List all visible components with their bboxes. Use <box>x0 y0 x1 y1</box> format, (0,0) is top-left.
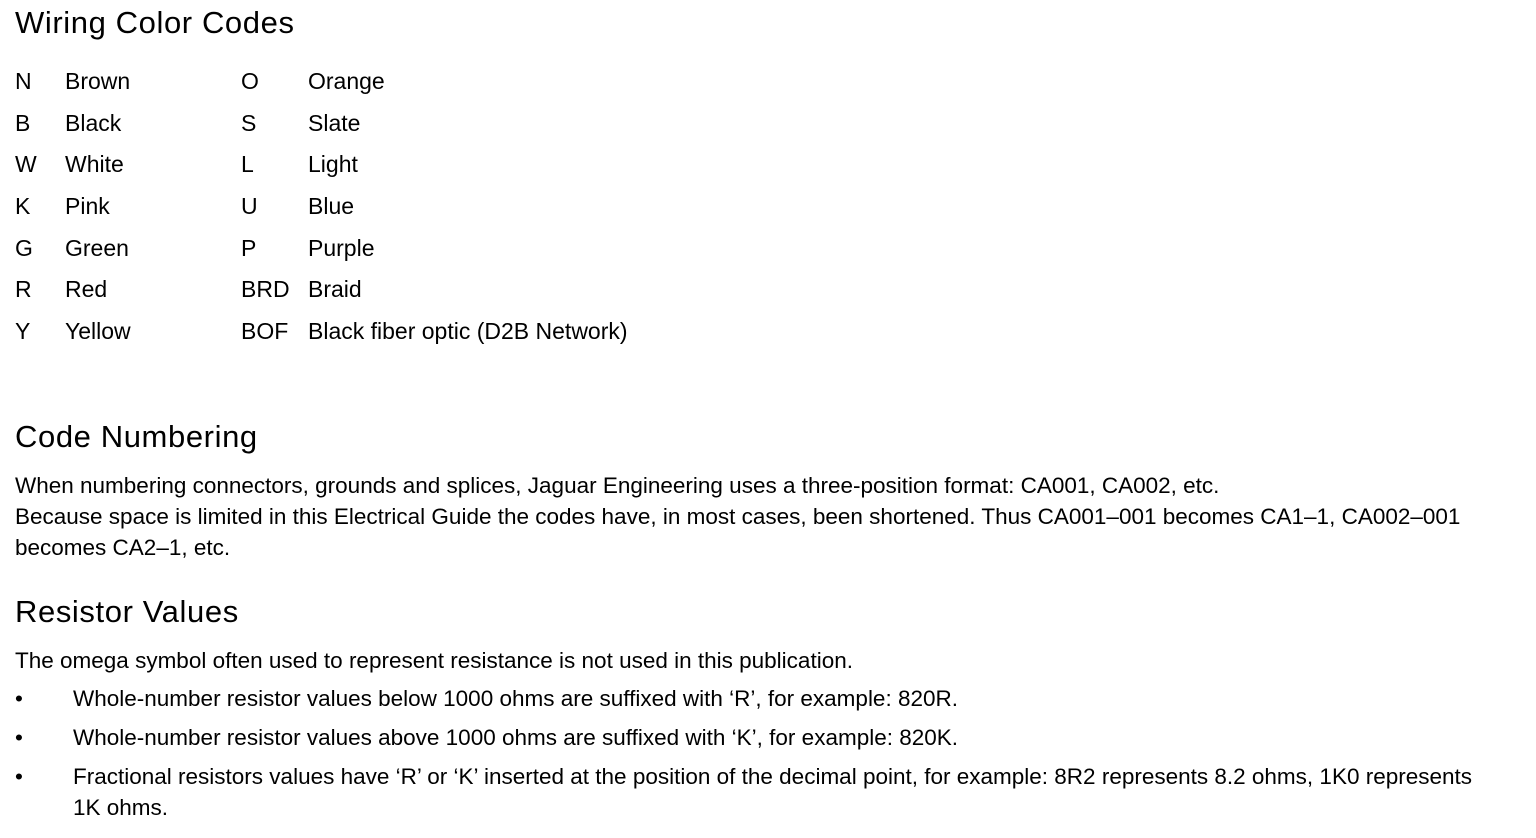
code-color: Red <box>65 276 108 303</box>
list-item-text: Fractional resistors values have ‘R’ or ‘K’ inserted at the position of the decimal point, for example: 8R2 represents 8.2 ohms, 1K0 represents 1K ohms. <box>73 764 1473 820</box>
resistor-values-heading: Resistor Values <box>15 594 239 629</box>
bullet-icon: • <box>15 686 23 711</box>
code-color: Black <box>65 109 122 136</box>
code-color: Pink <box>65 193 110 220</box>
code-abbrev: R <box>15 276 32 303</box>
code-color: Braid <box>308 276 362 303</box>
code-abbrev: S <box>241 109 257 136</box>
code-abbrev: BRD <box>241 276 290 303</box>
bullet-icon: • <box>15 764 23 789</box>
bullet-icon: • <box>15 725 23 750</box>
code-color: Orange <box>308 68 385 94</box>
code-abbrev: Y <box>15 318 31 345</box>
code-color: Slate <box>308 109 361 136</box>
code-numbering-paragraph: Because space is limited in this Electrical Guide the codes have, in most cases, been shortened. Thus CA001–001 becomes CA1–1, CA002–001 becomes CA2–1, etc. <box>15 504 1461 560</box>
code-abbrev: W <box>15 151 37 178</box>
code-color: Black fiber optic (D2B Network) <box>308 318 628 345</box>
code-color: White <box>65 151 124 178</box>
code-color: Yellow <box>65 318 131 345</box>
code-abbrev: K <box>15 193 31 220</box>
code-abbrev: L <box>241 151 254 178</box>
code-abbrev: BOF <box>241 318 289 345</box>
list-item-text: Whole-number resistor values above 1000 ohms are suffixed with ‘K’, for example: 820K. <box>73 725 959 750</box>
code-color: Brown <box>65 68 131 94</box>
code-numbering-heading: Code Numbering <box>15 419 258 454</box>
wiring-color-codes-heading: Wiring Color Codes <box>15 5 295 40</box>
code-color: Blue <box>308 193 355 220</box>
resistor-values-intro: The omega symbol often used to represent resistance is not used in this publication. <box>15 648 853 673</box>
code-color: Light <box>308 151 358 178</box>
list-item-text: Whole-number resistor values below 1000 ohms are suffixed with ‘R’, for example: 820R. <box>73 686 958 711</box>
resistor-values-list <box>15 683 1495 831</box>
code-abbrev: P <box>241 234 257 261</box>
code-color: Purple <box>308 234 375 261</box>
code-abbrev: O <box>241 68 259 94</box>
list-item <box>15 683 1495 714</box>
list-item <box>15 722 1495 753</box>
code-abbrev: G <box>15 234 33 261</box>
code-numbering-paragraph: When numbering connectors, grounds and splices, Jaguar Engineering uses a three-position format: CA001, CA002, etc. <box>15 473 1220 498</box>
code-color: Green <box>65 234 129 261</box>
code-abbrev: N <box>15 68 32 94</box>
code-abbrev: U <box>241 193 258 220</box>
list-item <box>15 761 1495 823</box>
code-abbrev: B <box>15 109 31 136</box>
